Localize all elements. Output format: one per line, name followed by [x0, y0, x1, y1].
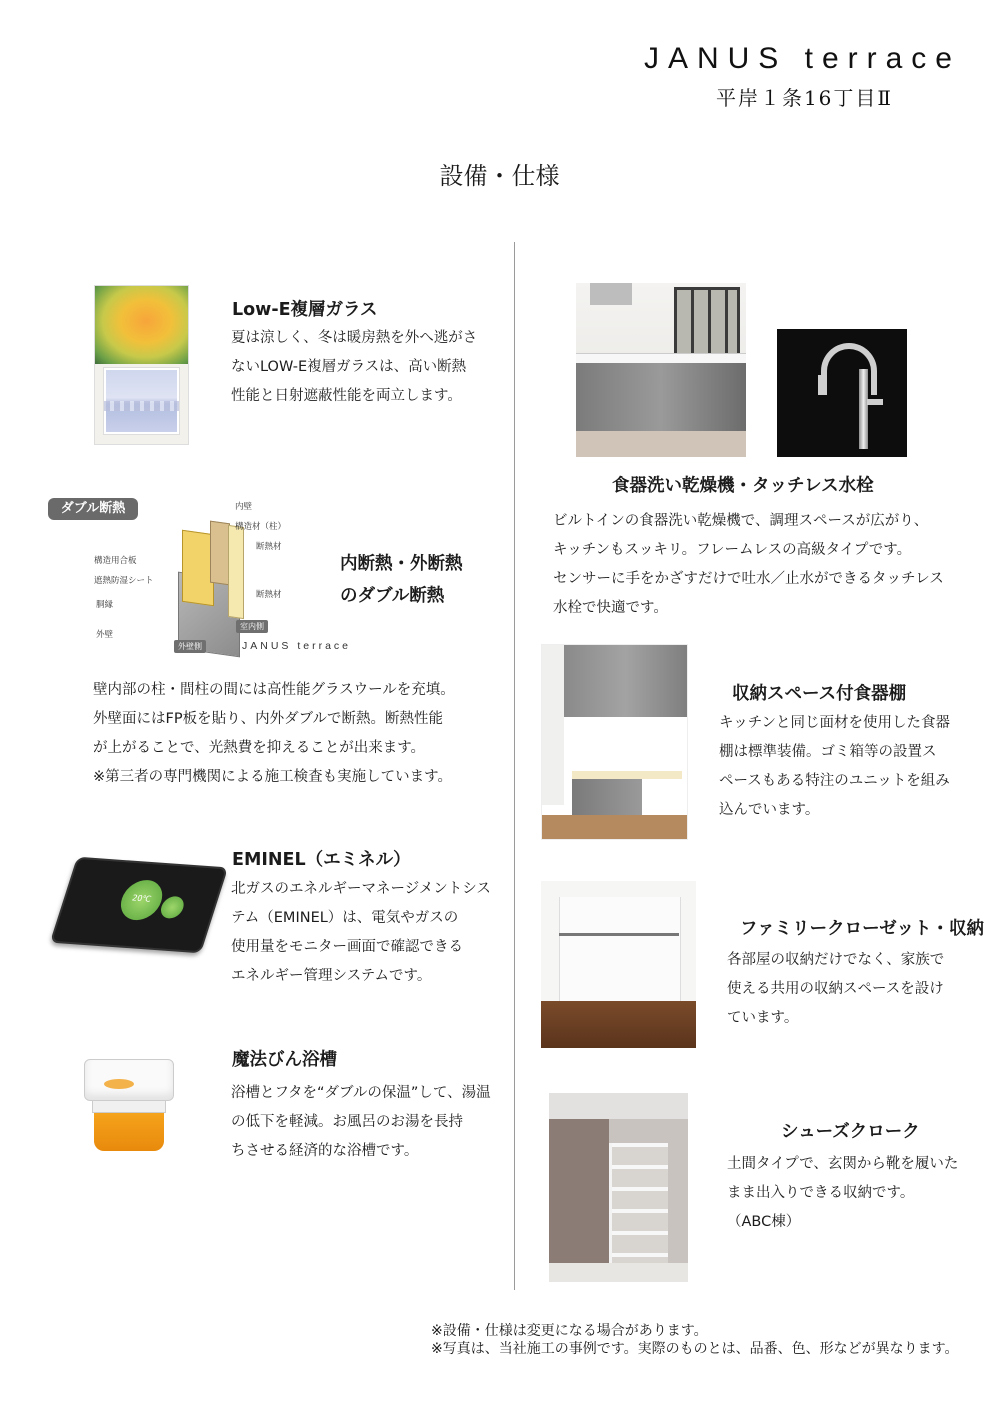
- shoe-description: 土間タイプで、玄関から靴を履いた まま出入りできる収納です。 （ABC棟）: [727, 1156, 959, 1230]
- label-sheet: 遮熱防湿シート: [94, 576, 154, 586]
- lowe-glass-image: [94, 285, 189, 445]
- secondary-dial: [158, 896, 187, 919]
- window-view: [104, 401, 179, 411]
- lowe-description: 夏は涼しく、冬は暖房熱を外へ逃がさ ないLOW-E複層ガラスは、高い断熱 性能と日射遮蔽性能を両立します。: [231, 330, 478, 404]
- kitchen-window: [674, 287, 740, 359]
- faucet-arc: [821, 343, 877, 395]
- tablet-frame: [50, 940, 204, 953]
- structure-layer-shape: [210, 521, 230, 586]
- bath-title: 魔法びん浴槽: [232, 1050, 337, 1070]
- shoe-wall: [549, 1119, 609, 1269]
- cupboard-description: キッチンと同じ面材を使用した食器 棚は標準装備。ゴミ箱等の設置ス ペースもある特注のユニットを組み 込んでいます。: [719, 715, 950, 818]
- shoe-cloak-image: [549, 1093, 688, 1282]
- footnote-photo: ※写真は、当社施工の事例です。実際のものとは、品番、色、形などが異なります。: [431, 1341, 959, 1357]
- faucet-spout: [818, 375, 827, 395]
- label-structure: 構造材（柱）: [235, 522, 287, 532]
- closet-rail: [559, 933, 679, 936]
- closet-image: [541, 881, 696, 1048]
- diagram-brand: JANUS terrace: [242, 640, 352, 652]
- tub-water: [104, 1079, 134, 1089]
- shoe-ceiling: [549, 1093, 688, 1119]
- faucet-lever: [867, 399, 883, 405]
- lowe-title: Low-E複層ガラス: [232, 300, 378, 320]
- closet-back-wall: [559, 897, 681, 1007]
- brand-logo: JANUS terrace: [643, 42, 961, 75]
- shoe-shelf: [609, 1143, 668, 1268]
- upper-cabinet: [564, 645, 687, 717]
- double-insulation-badge: ダブル断熱: [48, 498, 138, 520]
- page-title: 設備・仕様: [439, 162, 560, 190]
- kitchen-description: ビルトインの食器洗い乾燥機で、調理スペースが広がり、 キッチンもスッキリ。フレームレスの高級タイプです。 センサーに手をかざすだけで吐水／止水ができるタッチレス 水栓で快適です。: [553, 513, 944, 616]
- lower-cabinet: [572, 779, 642, 819]
- tag-outdoor: 外壁側: [174, 640, 206, 653]
- column-divider: [514, 242, 515, 1290]
- faucet-image: [777, 329, 907, 457]
- footnote-spec-change: ※設備・仕様は変更になる場合があります。: [431, 1323, 708, 1339]
- bath-description: 浴槽とフタを“ダブルの保温”して、湯温 の低下を軽減。お風呂のお湯を長持 ちさせる経済的な浴槽です。: [231, 1085, 491, 1159]
- kitchen-image: [576, 283, 746, 457]
- cupboard-image: [541, 644, 688, 840]
- eminel-tablet-image: [50, 857, 228, 954]
- cupboard-title: 収納スペース付食器棚: [732, 684, 907, 704]
- closet-description: 各部屋の収納だけでなく、家族で 使える共用の収納スペースを設け ています。: [727, 952, 945, 1026]
- cupboard-floor: [542, 815, 687, 839]
- footnotes: [431, 1322, 959, 1358]
- bathtub-image: [80, 1053, 176, 1153]
- thermal-overlay: [95, 286, 188, 364]
- tub-insulation-base: [94, 1111, 164, 1151]
- eminel-description: 北ガスのエネルギーマネージメントシス テム（EMINEL）は、電気やガスの 使用量をモニター画面で確認できる エネルギー管理システムです。: [231, 881, 491, 984]
- kitchen-floor: [576, 431, 746, 457]
- closet-title: ファミリークローゼット・収納: [740, 919, 984, 939]
- property-name: 平岸１条16丁目Ⅱ: [715, 86, 893, 110]
- tag-indoor: 室内側: [236, 620, 268, 633]
- inner-wall-shape: [228, 525, 244, 619]
- insulation-title: 内断熱・外断熱 のダブル断熱: [340, 554, 463, 606]
- label-plywood: 構造用合板: [94, 556, 137, 566]
- range-hood: [590, 283, 632, 305]
- shoe-title: シューズクローク: [781, 1122, 920, 1142]
- label-insulation-top: 断熱材: [256, 542, 282, 552]
- closet-floor: [541, 1001, 696, 1048]
- label-inner-wall: 内壁: [235, 502, 253, 512]
- cupboard-counter: [572, 771, 682, 779]
- faucet-body: [859, 369, 868, 449]
- kitchen-cabinet: [576, 363, 746, 431]
- cupboard-wall: [542, 645, 564, 805]
- eminel-title: EMINEL（エミネル）: [232, 850, 411, 870]
- label-insulation-bottom: 断熱材: [256, 590, 282, 600]
- kitchen-title: 食器洗い乾燥機・タッチレス水栓: [612, 476, 874, 496]
- insulation-description: 壁内部の柱・間柱の間には高性能グラスウールを充填。 外壁面にはFP板を貼り、内外ダブルで断熱。断熱性能 が上がることで、光熱費を抑えることが出来ます。 ※第三者の専門機関による施工検査も実施しています。: [93, 682, 455, 785]
- dial-value: 20℃: [130, 893, 153, 904]
- label-exterior: 外壁: [96, 630, 114, 640]
- label-furring: 胴縁: [96, 600, 114, 610]
- shoe-floor: [549, 1263, 688, 1282]
